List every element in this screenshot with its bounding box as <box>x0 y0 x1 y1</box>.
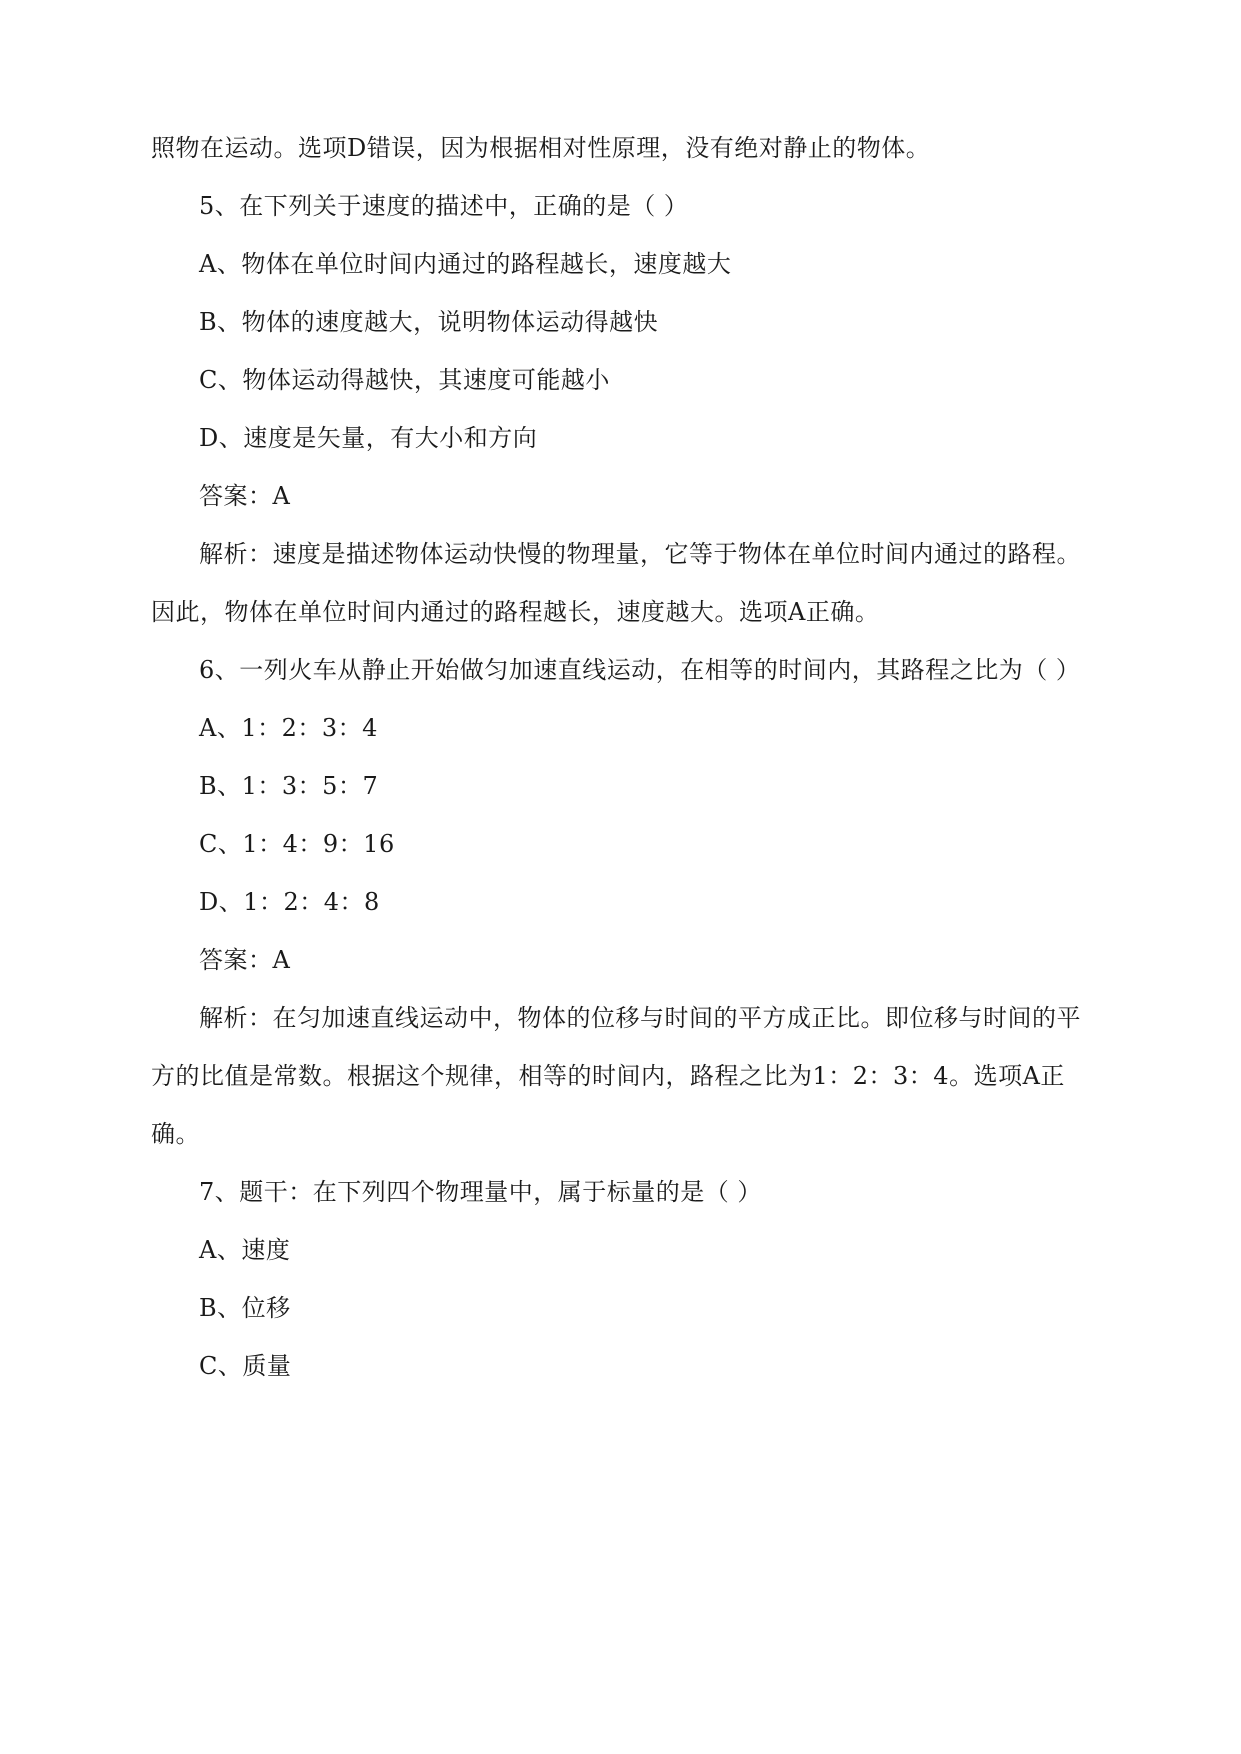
question-5-explanation-cont: 因此，物体在单位时间内通过的路程越长，速度越大。选项A正确。 <box>151 598 880 626</box>
question-5-answer: 答案：A <box>199 482 291 510</box>
question-7-option-a: A、速度 <box>199 1236 291 1264</box>
question-6-explanation-end: 确。 <box>151 1120 200 1148</box>
question-6-explanation: 解析：在匀加速直线运动中，物体的位移与时间的平方成正比。即位移与时间的平 <box>199 1004 1081 1032</box>
text-line-continuation: 照物在运动。选项D错误，因为根据相对性原理，没有绝对静止的物体。 <box>151 134 931 162</box>
question-6-option-a: A、1：2：3：4 <box>199 714 378 742</box>
question-7-option-b: B、位移 <box>199 1294 291 1322</box>
question-7-stem: 7、题干：在下列四个物理量中，属于标量的是（ ） <box>199 1178 762 1206</box>
question-7-option-c: C、质量 <box>199 1352 292 1380</box>
question-5-stem: 5、在下列关于速度的描述中，正确的是（ ） <box>199 192 689 220</box>
question-6-option-d: D、1：2：4：8 <box>199 888 380 916</box>
question-5-option-c: C、物体运动得越快，其速度可能越小 <box>199 366 610 394</box>
question-6-explanation-cont: 方的比值是常数。根据这个规律，相等的时间内，路程之比为1：2：3：4。选项A正 <box>151 1062 1065 1090</box>
question-6-stem: 6、一列火车从静止开始做匀加速直线运动，在相等的时间内，其路程之比为（ ） <box>199 656 1081 684</box>
question-6-option-c: C、1：4：9：16 <box>199 830 395 858</box>
question-5-explanation: 解析：速度是描述物体运动快慢的物理量，它等于物体在单位时间内通过的路程。 <box>199 540 1081 568</box>
question-6-option-b: B、1：3：5：7 <box>199 772 379 800</box>
question-5-option-d: D、速度是矢量，有大小和方向 <box>199 424 538 452</box>
question-6-answer: 答案：A <box>199 946 291 974</box>
question-5-option-b: B、物体的速度越大，说明物体运动得越快 <box>199 308 659 336</box>
question-5-option-a: A、物体在单位时间内通过的路程越长，速度越大 <box>199 250 732 278</box>
